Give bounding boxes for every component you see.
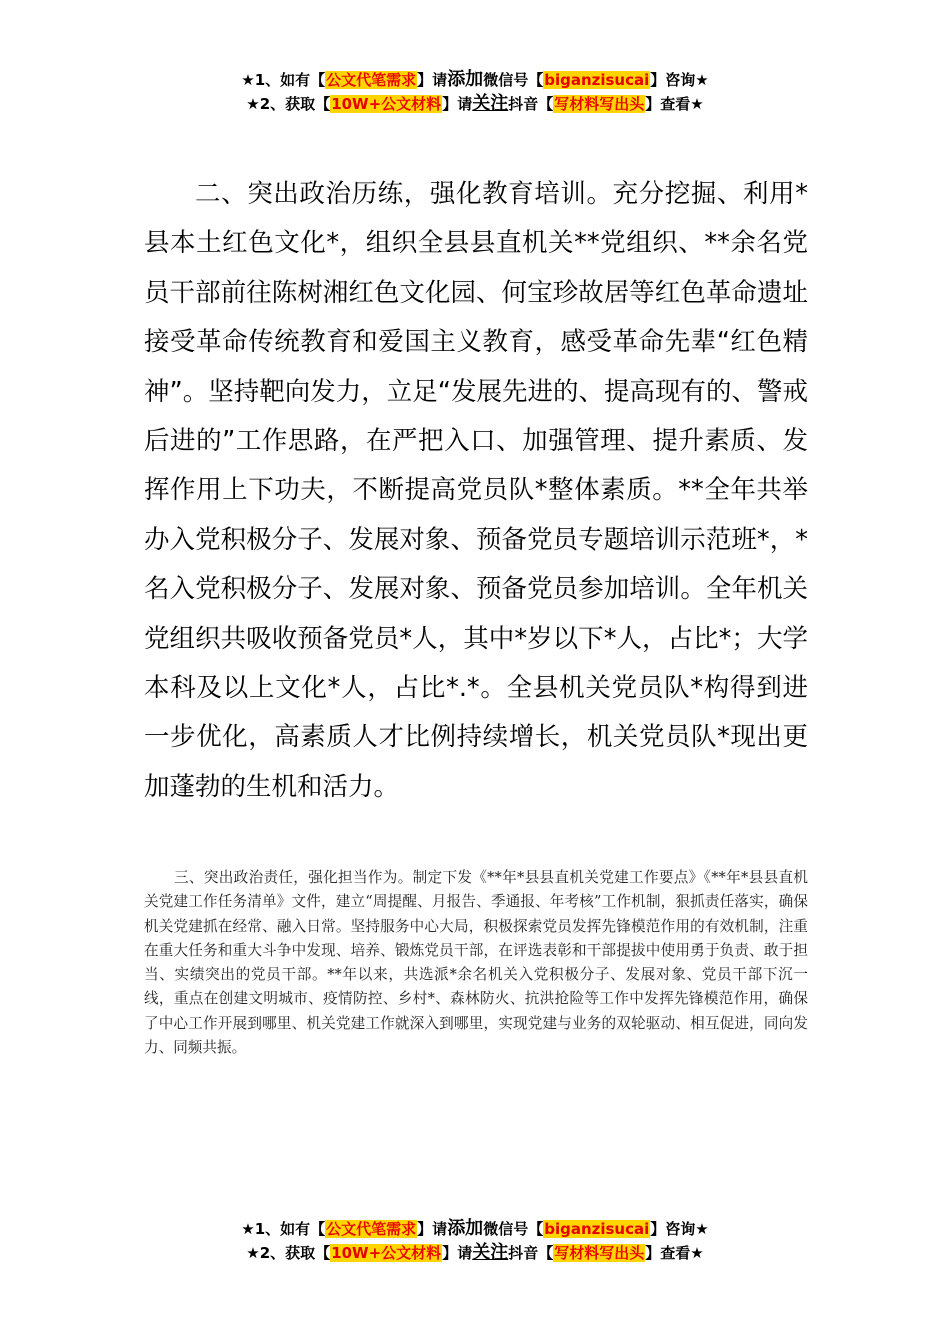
promo-emphasis: 关注 (472, 93, 509, 114)
promo-line-1 (0, 68, 950, 92)
promo-text: 】咨询★ (650, 71, 709, 89)
paragraph-section-3: 三、突出政治责任，强化担当作为。制定下发《**年*县县直机关党建工作要点》《**年*县县直机关党建工作任务清单》文件，建立“周提醒、月报告、季通报、年考核”工作机制，狠抓责任落实，确保机关党建抓在经常、融入日常。坚持服务中心大局，积极探索党员发挥先锋模范作用的有效机制，注重在重大任务和重大斗争中发现、培养、锻炼党员干部，在评选表彰和干部提拔中使用勇于负责、敢于担当、实绩突出的党员干部。**年以来，共选派*余名机关入党积极分子、发展对象、党员干部下沉一线，重点在创建文明城市、疫情防控、乡村*、森林防火、抗洪抢险等工作中发挥先锋模范作用，确保了中心工作开展到哪里、机关党建工作就深入到哪里，实现党建与业务的双轮驱动、相互促进，同向发力、同频共振。 (144, 869, 808, 1057)
promo-highlight-douyin: 写材料写出头 (554, 95, 645, 113)
promo-text: 抖音【 (508, 1244, 554, 1262)
promo-line-2 (0, 1241, 950, 1265)
promo-highlight: 公文代笔需求 (326, 71, 417, 89)
promo-text: 】请 (417, 71, 448, 89)
promo-highlight: 公文代笔需求 (326, 1220, 417, 1238)
promo-text: ★2、获取【 (246, 1244, 331, 1262)
promo-highlight-douyin: 写材料写出头 (554, 1244, 645, 1262)
promo-line-1 (0, 1217, 950, 1241)
promo-text: 】查看★ (645, 1244, 704, 1262)
promo-highlight: 10W+公文材料 (331, 1244, 442, 1262)
promo-text: 】请 (442, 1244, 473, 1262)
promo-text: 】请 (442, 95, 473, 113)
promo-text: 】请 (417, 1220, 448, 1238)
promo-text: 微信号【 (483, 1220, 544, 1238)
promo-highlight: 10W+公文材料 (331, 95, 442, 113)
promo-text: ★2、获取【 (246, 95, 331, 113)
header-promo (0, 68, 950, 116)
promo-text: 微信号【 (483, 71, 544, 89)
promo-emphasis: 添加 (447, 1218, 484, 1239)
promo-text: 】咨询★ (650, 1220, 709, 1238)
promo-text: ★1、如有【 (241, 71, 326, 89)
promo-line-2 (0, 92, 950, 116)
promo-text: ★1、如有【 (241, 1220, 326, 1238)
paragraph-section-2: 二、突出政治历练，强化教育培训。充分挖掘、利用*县本土红色文化*，组织全县县直机关**党组织、**余名党员干部前往陈树湘红色文化园、何宝珍故居等红色革命遗址接受革命传统教育和爱国主义教育，感受革命先辈“红色精神”。坚持靶向发力，立足“发展先进的、提高现有的、警戒后进的”工作思路，在严把入口、加强管理、提升素质、发挥作用上下功夫，不断提高党员队*整体素质。**全年共举办入党积极分子、发展对象、预备党员专题培训示范班*，*名入党积极分子、发展对象、预备党员参加培训。全年机关党组织共吸收预备党员*人，其中*岁以下*人，占比*；大学本科及以上文化*人，占比*.*。全县机关党员队*构得到进一步优化，高素质人才比例持续增长，机关党员队*现出更加蓬勃的生机和活力。 (144, 179, 808, 802)
promo-text: 抖音【 (508, 95, 554, 113)
promo-text: 】查看★ (645, 95, 704, 113)
promo-emphasis: 关注 (472, 1242, 509, 1263)
promo-highlight-wechat: biganzisucai (544, 1220, 650, 1238)
footer-promo (0, 1217, 950, 1265)
promo-emphasis: 添加 (447, 69, 484, 90)
promo-highlight-wechat: biganzisucai (544, 71, 650, 89)
